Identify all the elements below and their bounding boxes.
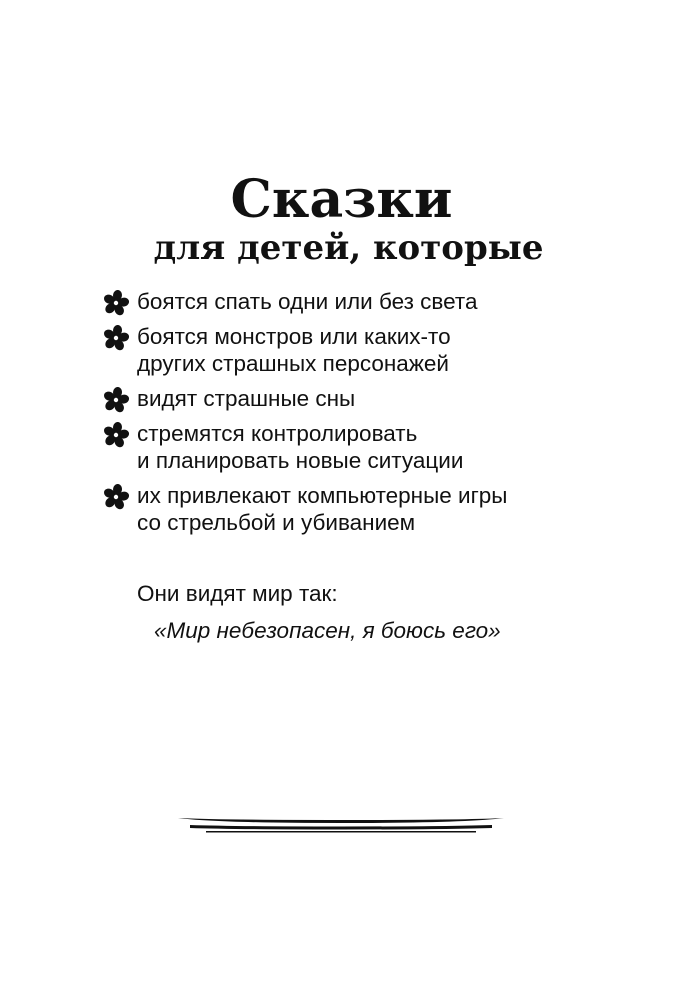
list-item (101, 482, 581, 536)
list-item-text: со стрельбой и убиванием (137, 510, 416, 535)
list-item (101, 385, 581, 412)
bullet-list (101, 288, 581, 544)
list-item-text: и планировать новые ситуации (137, 448, 464, 473)
list-item-text: боятся спать одни или без света (137, 289, 478, 314)
flower-icon (101, 421, 131, 449)
list-item-text: боятся монстров или каких-то (137, 324, 451, 349)
page-subtitle: для детей, которые (153, 228, 544, 268)
list-item-text: стремятся контролировать (137, 421, 418, 446)
list-item (101, 323, 581, 377)
list-item (101, 420, 581, 474)
list-item (101, 288, 581, 315)
intro-text: Они видят мир так: (137, 581, 338, 606)
decorative-divider (176, 814, 506, 834)
page-title: Сказки (230, 169, 453, 230)
flower-icon (101, 289, 131, 317)
list-item-text: их привлекают компьютерные игры (137, 483, 508, 508)
flower-icon (101, 386, 131, 414)
flower-icon (101, 483, 131, 511)
list-item-text: других страшных персонажей (137, 351, 449, 376)
list-item-text: видят страшные сны (137, 386, 356, 411)
quote-text: «Мир небезопасен, я боюсь его» (154, 618, 501, 643)
flower-icon (101, 324, 131, 352)
